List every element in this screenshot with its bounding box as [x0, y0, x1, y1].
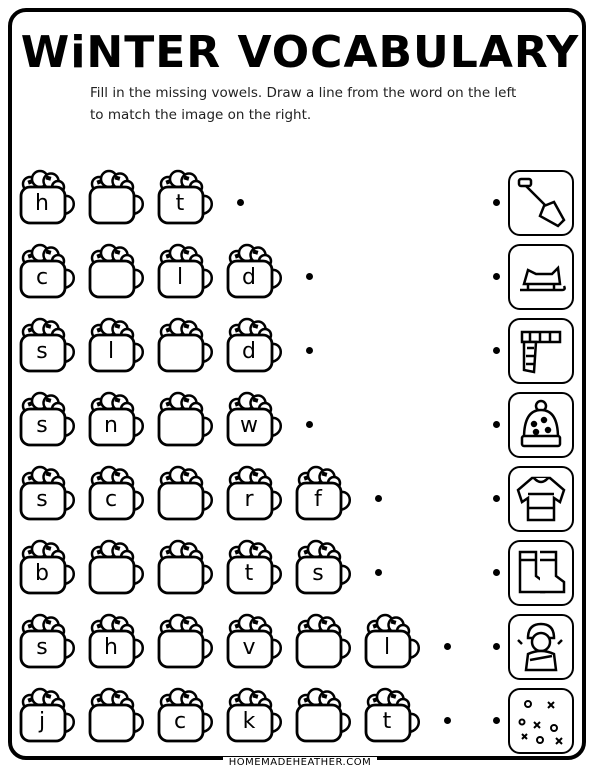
- mug-letter: [160, 557, 200, 591]
- mug-letter: t: [175, 191, 185, 216]
- image-match-dot[interactable]: [493, 643, 500, 650]
- mug-letter-box[interactable]: [87, 686, 149, 746]
- mug-letter: [298, 631, 338, 665]
- scarf-icon: [508, 318, 574, 384]
- word-match-dot[interactable]: [375, 495, 382, 502]
- word-match-dot[interactable]: [306, 347, 313, 354]
- image-match-dot[interactable]: [493, 421, 500, 428]
- image-match-dot[interactable]: [493, 199, 500, 206]
- mug-letter-box[interactable]: [156, 316, 218, 376]
- mug-letter: [160, 483, 200, 517]
- mug-letter: [160, 409, 200, 443]
- mug-letter: [91, 261, 131, 295]
- mug-letter: j: [38, 709, 46, 734]
- instructions-text: Fill in the missing vowels. Draw a line from the word on the left to match the image on the right.: [90, 85, 517, 123]
- mug-letter: l: [176, 265, 184, 290]
- mug-letter: t: [382, 709, 392, 734]
- mug-letter: [91, 705, 131, 739]
- mug-letter: [298, 705, 338, 739]
- mug-letter: [160, 631, 200, 665]
- mug-letter-box[interactable]: [156, 464, 218, 524]
- mug-letter-box[interactable]: [225, 612, 287, 672]
- mug-letter-box[interactable]: [294, 612, 356, 672]
- image-match-dot[interactable]: [493, 569, 500, 576]
- mug-letter-box[interactable]: [225, 538, 287, 598]
- mug-letter-box[interactable]: [156, 390, 218, 450]
- image-match-dot[interactable]: [493, 273, 500, 280]
- word-match-dot[interactable]: [375, 569, 382, 576]
- mug-letter: l: [383, 635, 391, 660]
- mug-letter-box[interactable]: [294, 686, 356, 746]
- mug-letter-box[interactable]: [156, 686, 218, 746]
- word-row-1: [0, 168, 600, 228]
- footer-text: HOMEMADEHEATHER.COM: [223, 757, 377, 768]
- mug-letter: [91, 187, 131, 221]
- mug-letter-box[interactable]: [18, 612, 80, 672]
- mug-letter-box[interactable]: [87, 464, 149, 524]
- mug-letter-box[interactable]: [225, 242, 287, 302]
- boots-icon: [508, 540, 574, 606]
- shovel-icon: [508, 170, 574, 236]
- mug-letter-box[interactable]: [87, 538, 149, 598]
- mug-letter: d: [242, 265, 256, 290]
- mug-letter: c: [173, 709, 187, 734]
- mug-letter: v: [242, 635, 256, 660]
- mug-letter: n: [104, 413, 118, 438]
- mug-letter: f: [314, 487, 322, 512]
- mug-letter: [160, 335, 200, 369]
- mug-letter: [91, 557, 131, 591]
- mug-letter-box[interactable]: [18, 242, 80, 302]
- mug-letter: w: [240, 413, 258, 438]
- word-match-dot[interactable]: [444, 643, 451, 650]
- word-match-dot[interactable]: [444, 717, 451, 724]
- mug-letter: h: [35, 191, 49, 216]
- sweater-icon: [508, 466, 574, 532]
- mug-letter-box[interactable]: [87, 612, 149, 672]
- mug-letter-box[interactable]: [363, 612, 425, 672]
- mug-letter: t: [244, 561, 254, 586]
- image-match-dot[interactable]: [493, 347, 500, 354]
- word-row-8: [0, 686, 600, 746]
- mug-letter-box[interactable]: [363, 686, 425, 746]
- mug-letter: c: [35, 265, 49, 290]
- mug-letter-box[interactable]: [156, 242, 218, 302]
- mug-letter-box[interactable]: [156, 612, 218, 672]
- mug-letter-box[interactable]: [18, 168, 80, 228]
- word-row-6: [0, 538, 600, 598]
- word-row-2: [0, 242, 600, 302]
- sled-icon: [508, 244, 574, 310]
- mug-letter: d: [242, 339, 256, 364]
- page-title: WiNTER VOCABULARY: [20, 27, 580, 78]
- word-row-3: [0, 316, 600, 376]
- mug-letter-box[interactable]: [225, 686, 287, 746]
- mug-letter-box[interactable]: [225, 316, 287, 376]
- mug-letter-box[interactable]: [18, 390, 80, 450]
- mug-letter-box[interactable]: [225, 390, 287, 450]
- word-row-4: [0, 390, 600, 450]
- shivering-person-icon: [508, 614, 574, 680]
- mug-letter: c: [104, 487, 118, 512]
- mug-letter: s: [36, 635, 48, 660]
- mug-letter-box[interactable]: [87, 316, 149, 376]
- mug-letter-box[interactable]: [87, 390, 149, 450]
- mug-letter: k: [242, 709, 256, 734]
- mug-letter-box[interactable]: [18, 686, 80, 746]
- mug-letter: l: [107, 339, 115, 364]
- hat-icon: [508, 392, 574, 458]
- image-match-dot[interactable]: [493, 495, 500, 502]
- mug-letter: h: [104, 635, 118, 660]
- mug-letter: s: [312, 561, 324, 586]
- footer-url: [0, 757, 600, 768]
- mug-letter-box[interactable]: [294, 538, 356, 598]
- mug-letter: s: [36, 339, 48, 364]
- image-match-dot[interactable]: [493, 717, 500, 724]
- mug-letter-box[interactable]: [87, 168, 149, 228]
- mug-letter: s: [36, 413, 48, 438]
- word-match-dot[interactable]: [237, 199, 244, 206]
- word-match-dot[interactable]: [306, 273, 313, 280]
- mug-letter-box[interactable]: [294, 464, 356, 524]
- word-row-5: [0, 464, 600, 524]
- mug-letter-box[interactable]: [18, 464, 80, 524]
- word-match-dot[interactable]: [306, 421, 313, 428]
- snowflakes-icon: [508, 688, 574, 754]
- mug-letter-box[interactable]: [18, 538, 80, 598]
- mug-letter-box[interactable]: [156, 168, 218, 228]
- mug-letter: r: [244, 487, 254, 512]
- mug-letter-box[interactable]: [18, 316, 80, 376]
- mug-letter-box[interactable]: [225, 464, 287, 524]
- mug-letter-box[interactable]: [87, 242, 149, 302]
- word-row-7: [0, 612, 600, 672]
- mug-letter: s: [36, 487, 48, 512]
- mug-letter-box[interactable]: [156, 538, 218, 598]
- mug-letter: b: [35, 561, 49, 586]
